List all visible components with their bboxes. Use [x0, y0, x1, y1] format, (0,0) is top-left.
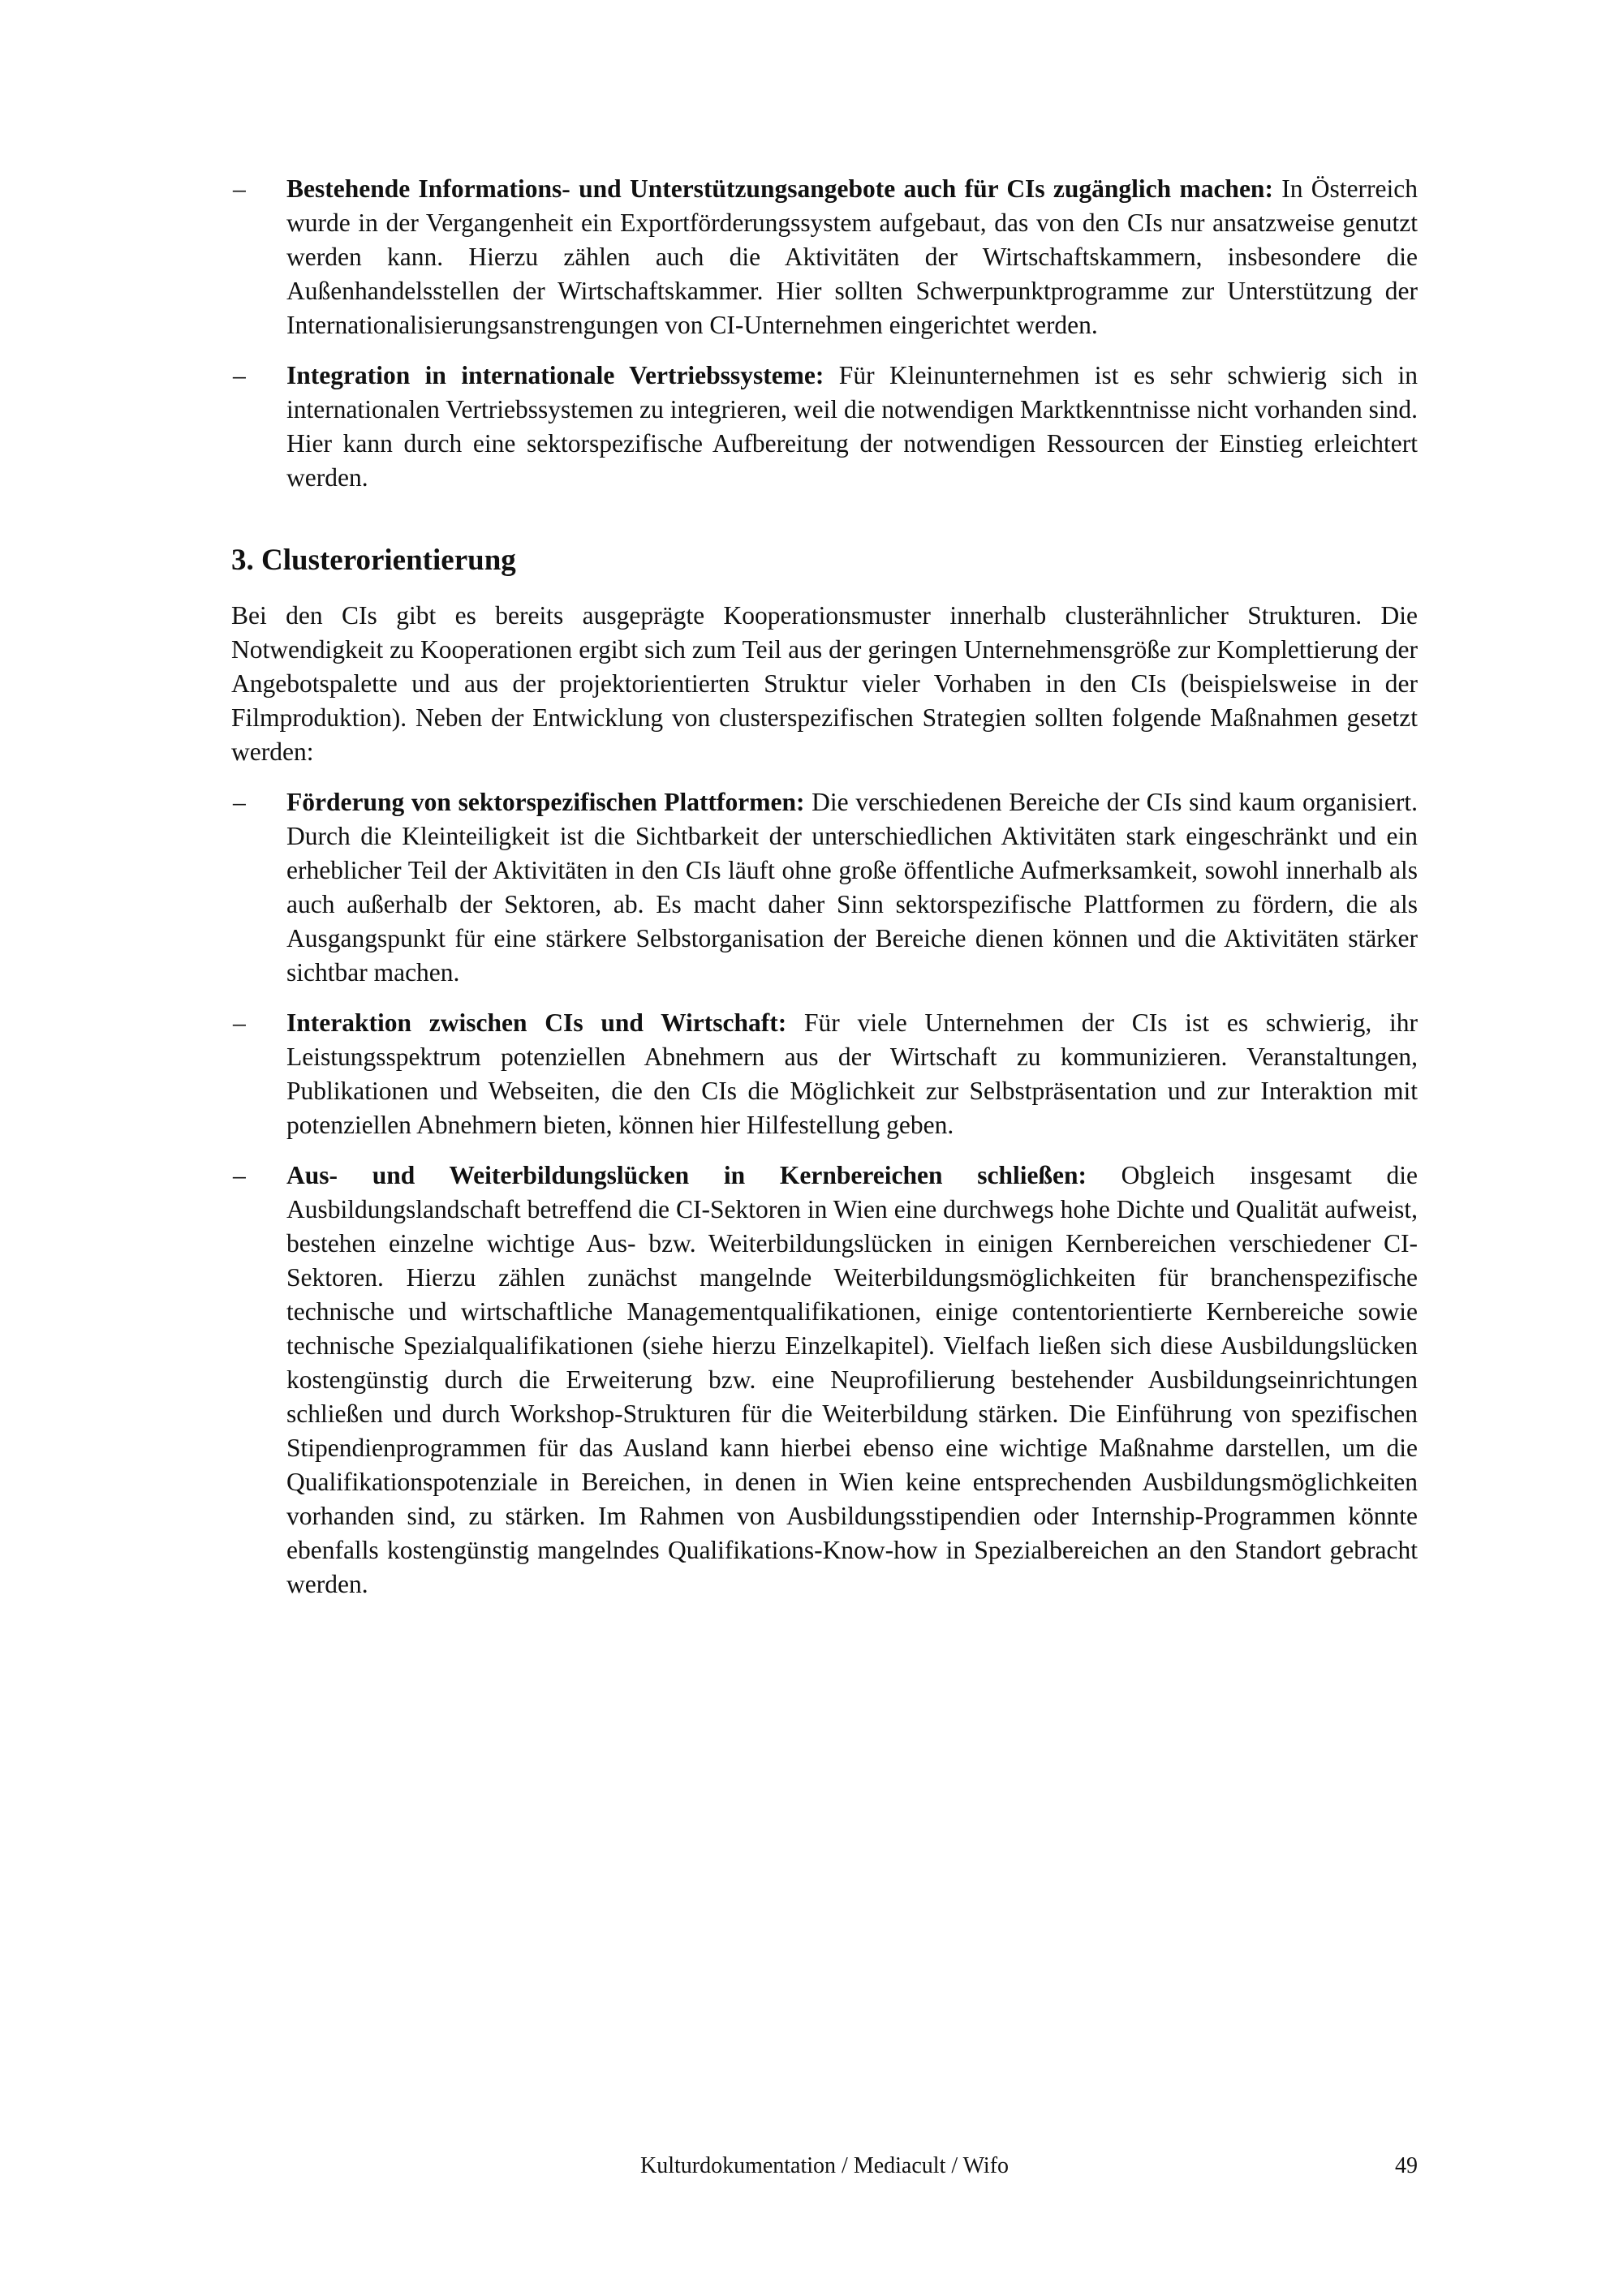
bullet-lead: Interaktion zwischen CIs und Wirtschaft:: [286, 1008, 787, 1037]
bullet-text: Obgleich insgesamt die Ausbildungslandschaft betreffend die CI-Sektoren in Wien eine durchwegs hohe Dichte und Qualität aufweist, bestehen einzelne wichtige Aus- bzw. Weiterbildungslücken in einigen Kernbereichen verschiedener CI-Sektoren. Hierzu zählen zunächst mangelnde Weiterbildungsmöglichkeiten für branchenspezifische technische und wirtschaftliche Managementqualifikationen, einige contentorientierte Kernbereiche sowie technische Spezialqualifikationen (siehe hierzu Einzelkapitel). Vielfach ließen sich diese Ausbildungslücken kostengünstig durch die Erweiterung bzw. eine Neuprofilierung bestehender Ausbildungseinrichtungen schließen und durch Workshop-Strukturen für die Weiterbildung stärken. Die Einführung von spezifischen Stipendienprogrammen für das Ausland kann hierbei ebenso eine wichtige Maßnahme darstellen, um die Qualifikationspotenziale in Bereichen, in denen in Wien keine entsprechenden Ausbildungsmöglichkeiten vorhanden sind, zu stärken. Im Rahmen von Ausbildungsstipendien oder Internship-Programmen könnte ebenfalls kostengünstig mangelndes Qualifikations-Know-how in Spezialbereichen an den Standort gebracht werden.: [286, 1161, 1418, 1598]
page-content: [231, 172, 1418, 1618]
dash-marker: –: [233, 174, 246, 203]
section-intro: Bei den CIs gibt es bereits ausgeprägte Kooperationsmuster innerhalb clusterähnlicher Strukturen. Die Notwendigkeit zu Kooperationen ergibt sich zum Teil aus der geringen Unternehmensgröße zur Komplettierung der Angebotspalette und aus der projektorientierten Struktur vieler Vorhaben in den CIs (beispielsweise in der Filmproduktion). Neben der Entwicklung von clusterspezifischen Strategien sollten folgende Maßnahmen gesetzt werden:: [231, 601, 1418, 766]
dash-marker: –: [233, 1008, 246, 1037]
bullet-lead: Integration in internationale Vertriebssysteme:: [286, 361, 824, 389]
dash-marker: –: [233, 1161, 246, 1189]
section-heading: 3. Clusterorientierung: [231, 544, 516, 577]
bullet-list-section-2: [231, 172, 1418, 495]
list-item: [231, 1159, 1418, 1602]
bullet-text: Für viele Unternehmen der CIs ist es schwierig, ihr Leistungsspektrum potenziellen Abnehmern aus der Wirtschaft zu kommunizieren. Veranstaltungen, Publikationen und Webseiten, die den CIs die Möglichkeit zur Selbstpräsentation und zur Interaktion mit potenziellen Abnehmern bieten, können hier Hilfestellung geben.: [286, 1008, 1418, 1139]
bullet-text: Die verschiedenen Bereiche der CIs sind kaum organisiert. Durch die Kleinteiligkeit ist die Sichtbarkeit der unterschiedlichen Aktivitäten stark eingeschränkt und ein erheblicher Teil der Aktivitäten in den CIs läuft ohne große öffentliche Aufmerksamkeit, sowohl innerhalb als auch außerhalb der Sektoren, ab. Es macht daher Sinn sektorspezifische Plattformen zu fördern, die als Ausgangspunkt für eine stärkere Selbstorganisation der Bereiche dienen können und die Aktivitäten stärker sichtbar machen.: [286, 788, 1418, 987]
list-item: [231, 172, 1418, 342]
list-item: [231, 359, 1418, 495]
page-number: 49: [1395, 2153, 1418, 2178]
bullet-text: In Österreich wurde in der Vergangenheit ein Exportförderungssystem aufgebaut, das von den CIs nur ansatzweise genutzt werden kann. Hierzu zählen auch die Aktivitäten der Wirtschaftskammern, insbesondere die Außenhandelsstellen der Wirtschaftskammer. Hier sollten Schwerpunktprogramme zur Unterstützung der Internationalisierungsanstrengungen von CI-Unternehmen eingerichtet werden.: [286, 174, 1418, 339]
bullet-lead: Bestehende Informations- und Unterstützungsangebote auch für CIs zugänglich machen:: [286, 174, 1273, 203]
bullet-lead: Aus- und Weiterbildungslücken in Kernbereichen schließen:: [286, 1161, 1087, 1189]
list-item: [231, 1006, 1418, 1142]
list-item: [231, 785, 1418, 990]
bullet-lead: Förderung von sektorspezifischen Plattformen:: [286, 788, 805, 816]
footer-source: Kulturdokumentation / Mediacult / Wifo: [639, 2153, 1010, 2178]
bullet-text: Für Kleinunternehmen ist es sehr schwierig sich in internationalen Vertriebssystemen zu integrieren, weil die notwendigen Marktkenntnisse nicht vorhanden sind. Hier kann durch eine sektorspezifische Aufbereitung der notwendigen Ressourcen der Einstieg erleichtert werden.: [286, 361, 1418, 492]
dash-marker: –: [233, 788, 246, 816]
bullet-list-section-3: [231, 785, 1418, 1602]
dash-marker: –: [233, 361, 246, 389]
